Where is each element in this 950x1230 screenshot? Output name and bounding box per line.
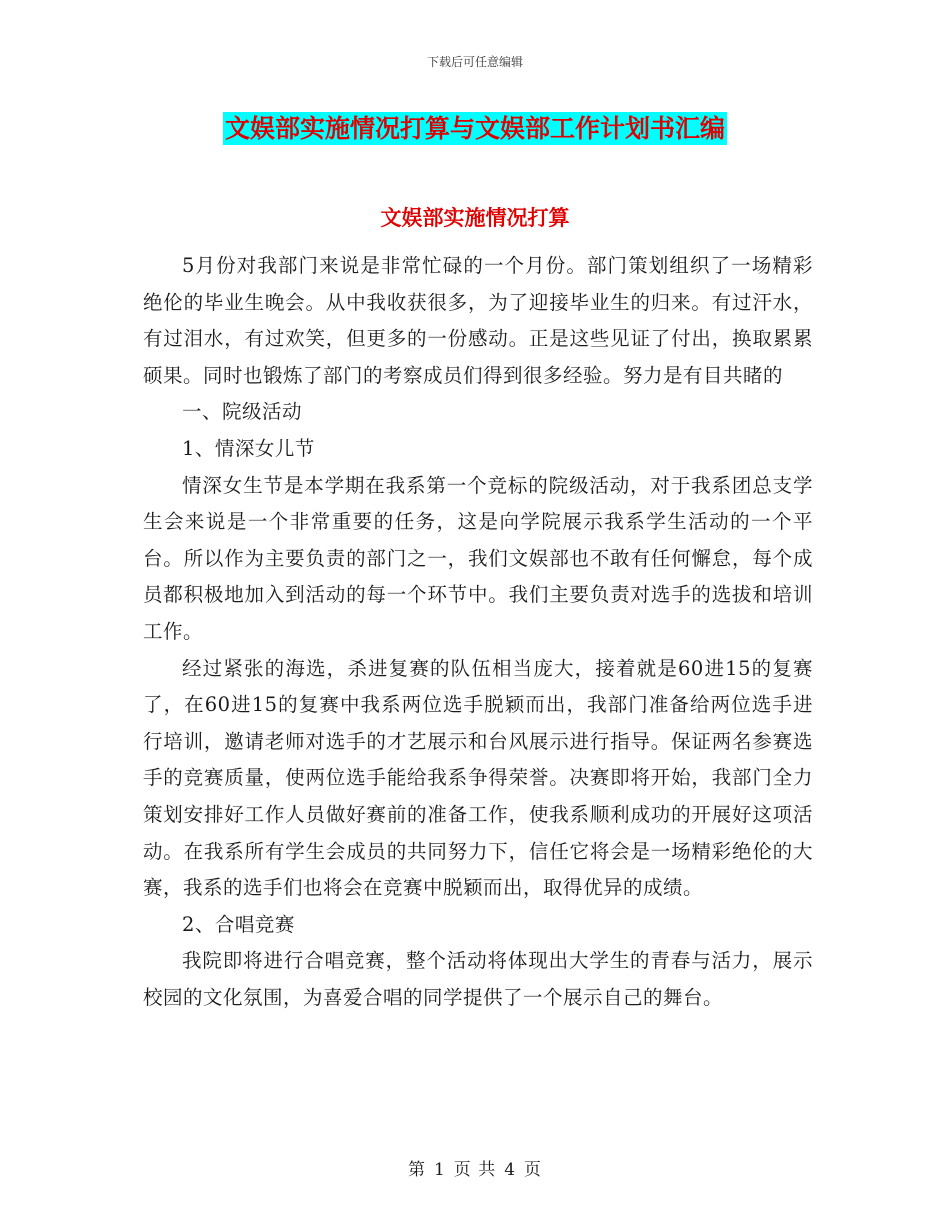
- subsection-heading: 1、情深女儿节: [182, 436, 315, 460]
- header-note: 下载后可任意编辑: [426, 55, 523, 69]
- paragraph: 经过紧张的海选，杀进复赛的队伍相当庞大，接着就是60进15的复赛了，在60进15的复赛中我系两位选手脱颖而出，我部门准备给两位选手进行培训，邀请老师对选手的才艺展示和台风展示进行指导。保证两名参赛选手的竞赛质量，使两位选手能给我系争得荣誉。决赛即将开始，我部门全力策划安排好工作人员做好赛前的准备工作，使我系顺利成功的开展好这项活动。在我系所有学生会成员的共同努力下，信任它将会是一场精彩绝伦的大赛，我系的选手们也将会在竞赛中脱颖而出，取得优异的成绩。: [143, 656, 813, 900]
- paragraph: 情深女生节是本学期在我系第一个竞标的院级活动，对于我系团总支学生会来说是一个非常重要的任务，这是向学院展示我系学生活动的一个平台。所以作为主要负责的部门之一，我们文娱部也不敢有任何懈怠，每个成员都积极地加入到活动的每一个环节中。我们主要负责对选手的选拔和培训工作。: [143, 473, 813, 643]
- current-page-number: 1: [433, 1160, 446, 1180]
- page-number-footer: [0, 1155, 950, 1180]
- paragraph: 5月份对我部门来说是非常忙碌的一个月份。部门策划组织了一场精彩绝伦的毕业生晚会。从中我收获很多，为了迎接毕业生的归来。有过汗水，有过泪水，有过欢笑，但更多的一份感动。正是这些见证了付出，换取累累硕果。同时也锻炼了部门的考察成员们得到很多经验。努力是有目共睹的: [143, 254, 813, 387]
- document-body: [143, 248, 813, 1016]
- total-page-count: 4: [504, 1160, 517, 1180]
- footer-suffix: 页: [524, 1160, 543, 1180]
- document-title-text: 文娱部实施情况打算与文娱部工作计划书汇编: [224, 114, 725, 143]
- footer-prefix: 第: [407, 1160, 426, 1180]
- document-title: [0, 112, 950, 146]
- section-heading: 一、院级活动: [182, 400, 303, 424]
- subsection-heading: 2、合唱竞赛: [182, 912, 295, 936]
- footer-middle: 页 共: [453, 1160, 497, 1180]
- section-title: 文娱部实施情况打算: [380, 205, 570, 230]
- paragraph: 我院即将进行合唱竞赛，整个活动将体现出大学生的青春与活力，展示校园的文化氛围，为喜爱合唱的同学提供了一个展示自己的舞台。: [143, 949, 813, 1009]
